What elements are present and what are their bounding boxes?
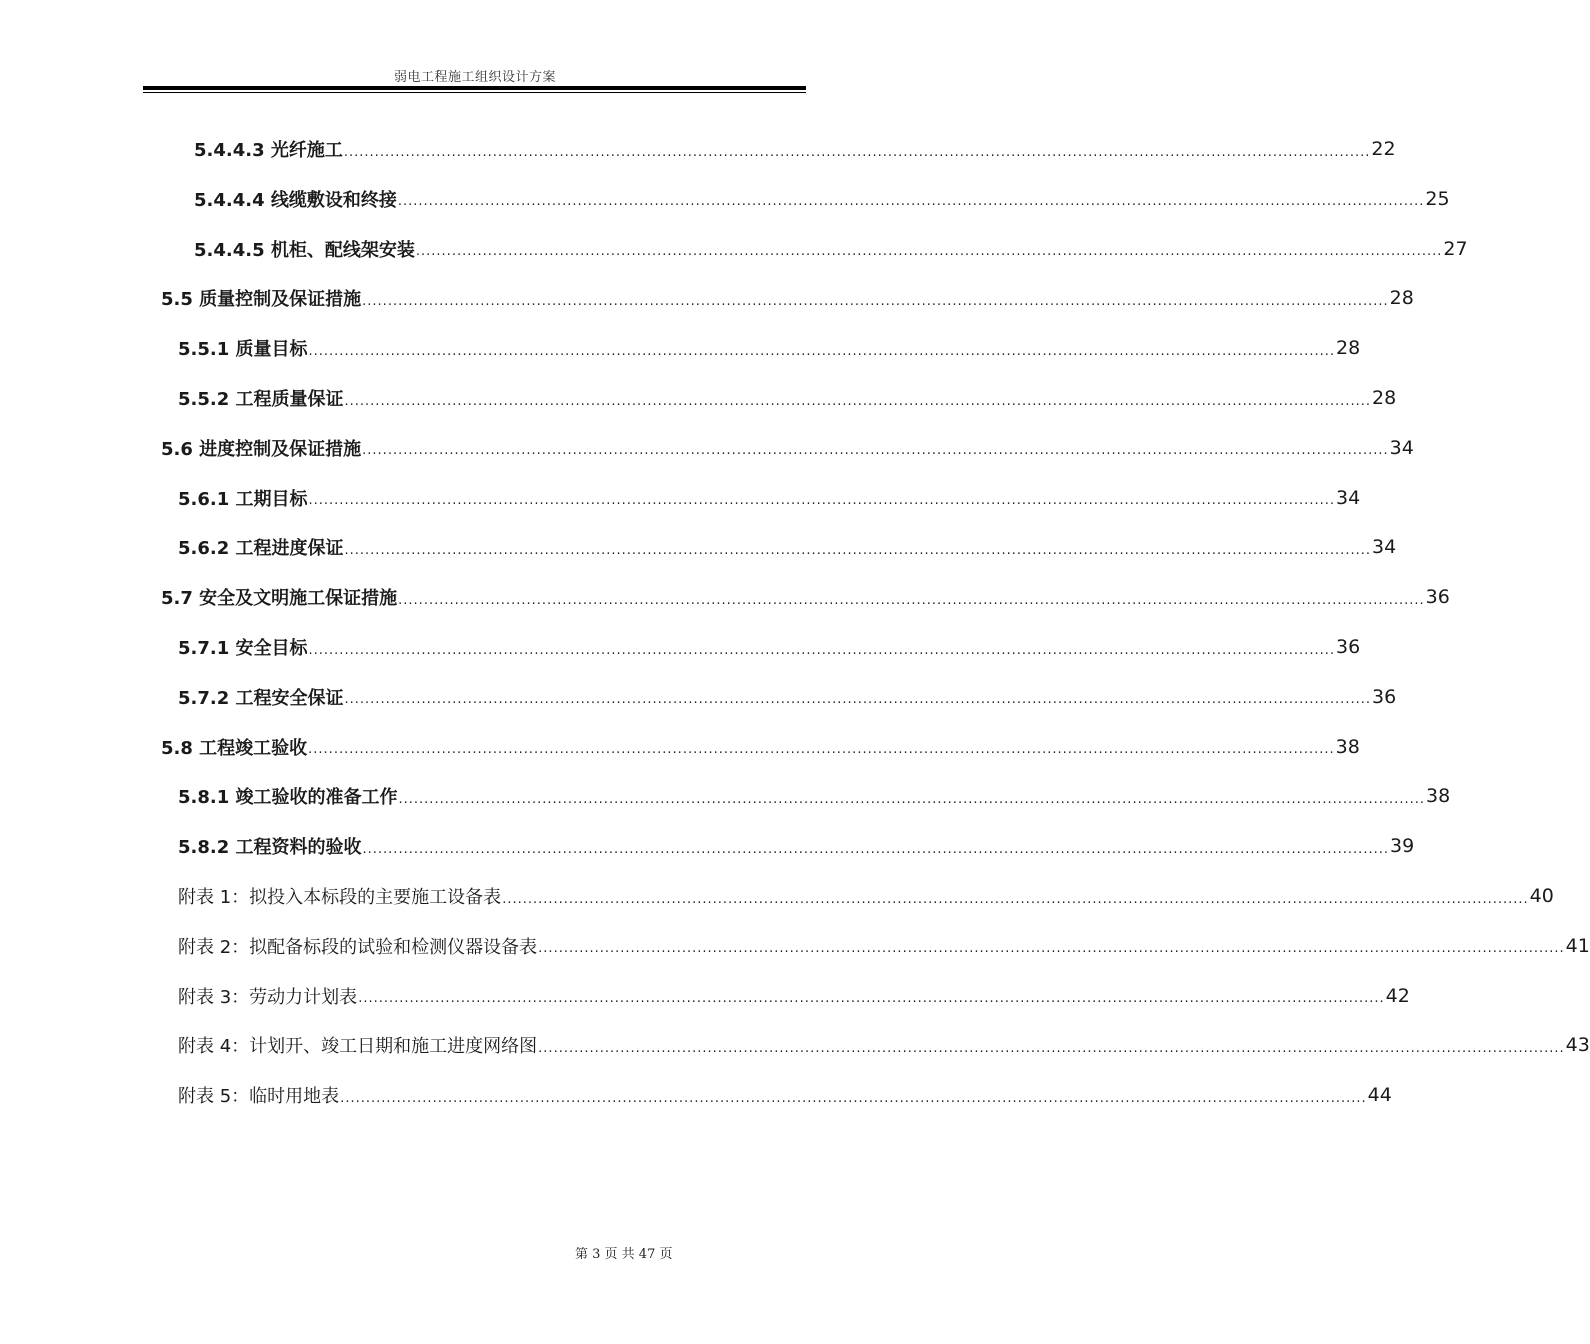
toc-entry-page: 39 [1389, 835, 1415, 858]
toc-entry-page: 28 [1335, 337, 1361, 360]
toc-dot-leader: ........................................................................................................................................................................................................ [362, 841, 1389, 857]
toc-entry-page: 34 [1335, 486, 1361, 509]
toc-dot-leader: ........................................................................................................................................................................................................ [398, 791, 1425, 807]
toc-entry-page: 38 [1425, 785, 1451, 808]
header-rule-thick [143, 86, 806, 90]
page-number: 第 3 页 共 47 页 [575, 1247, 673, 1262]
toc-entry[interactable] [194, 174, 1450, 224]
toc-entry-page: 25 [1425, 187, 1450, 210]
toc-entry-page: 34 [1389, 436, 1414, 459]
toc-entry[interactable] [178, 1070, 1392, 1120]
toc-dot-leader: ........................................................................................................................................................................................................ [502, 891, 1529, 907]
toc-entry-page: 42 [1385, 984, 1410, 1007]
toc-entry[interactable] [161, 722, 1360, 772]
toc-entry[interactable] [161, 423, 1414, 473]
toc-dot-leader: ........................................................................................................................................................................................................ [344, 542, 1371, 558]
toc-dot-leader: ........................................................................................................................................................................................................ [308, 343, 1335, 359]
toc-entry[interactable] [178, 1020, 1590, 1070]
toc-dot-leader: ........................................................................................................................................................................................................ [415, 244, 1443, 260]
toc-entry-title: 5.4.4.5 机柜、配线架安装 [194, 239, 415, 261]
toc-entry-title: 5.8.1 竣工验收的准备工作 [178, 787, 398, 809]
toc-dot-leader: ........................................................................................................................................................................................................ [308, 493, 1335, 509]
toc-entry[interactable] [178, 622, 1361, 672]
toc-entry-title: 附表 1：拟投入本标段的主要施工设备表 [178, 887, 502, 908]
toc-entry[interactable] [178, 971, 1410, 1021]
toc-entry-page: 28 [1371, 387, 1397, 409]
document-title: 弱电工程施工组织设计方案 [393, 70, 556, 85]
toc-entry-page: 44 [1367, 1084, 1392, 1107]
toc-entry-title: 5.5 质量控制及保证措施 [161, 289, 362, 311]
toc-entry[interactable] [178, 672, 1397, 722]
toc-entry-title: 5.7.1 安全目标 [178, 638, 308, 659]
toc-dot-leader: ........................................................................................................................................................................................................ [308, 742, 1335, 758]
toc-entry-title: 5.6 进度控制及保证措施 [161, 438, 362, 460]
toc-dot-leader: ........................................................................................................................................................................................................ [340, 1090, 1367, 1106]
toc-entry-title: 5.8.2 工程资料的验收 [178, 837, 362, 859]
toc-entry-page: 34 [1371, 536, 1397, 559]
toc-dot-leader: ........................................................................................................................................................................................................ [343, 144, 1371, 160]
toc-entry-title: 5.4.4.3 光纤施工 [194, 140, 343, 161]
toc-entry-title: 附表 4：计划开、竣工日期和施工进度网络图 [178, 1036, 538, 1058]
toc-entry[interactable] [194, 224, 1468, 274]
toc-entry-title: 5.5.1 质量目标 [178, 339, 308, 361]
toc-dot-leader: ........................................................................................................................................................................................................ [538, 941, 1565, 957]
toc-entry-title: 附表 5：临时用地表 [178, 1086, 340, 1108]
toc-entry[interactable] [178, 771, 1451, 821]
toc-entry-page: 40 [1529, 885, 1554, 907]
toc-entry-page: 41 [1565, 934, 1590, 957]
toc-dot-leader: ........................................................................................................................................................................................................ [362, 293, 1389, 309]
toc-entry-title: 5.7.2 工程安全保证 [178, 687, 344, 709]
toc-entry-title: 5.6.2 工程进度保证 [178, 538, 344, 560]
toc-entry-title: 附表 2：拟配备标段的试验和检测仪器设备表 [178, 936, 538, 958]
toc-entry[interactable] [161, 572, 1450, 622]
toc-entry[interactable] [178, 522, 1397, 572]
toc-entry-title: 5.7 安全及文明施工保证措施 [161, 588, 398, 610]
toc-entry-page: 43 [1565, 1034, 1590, 1057]
toc-dot-leader: ........................................................................................................................................................................................................ [344, 692, 1371, 708]
toc-entry[interactable] [178, 921, 1590, 971]
toc-entry-page: 27 [1443, 237, 1468, 260]
toc-entry-title: 5.4.4.4 线缆敷设和终接 [194, 189, 397, 211]
toc-entry-title: 5.5.2 工程质量保证 [178, 389, 344, 410]
toc-entry[interactable] [178, 871, 1554, 921]
toc-entry[interactable] [194, 124, 1396, 174]
toc-entry[interactable] [178, 473, 1361, 523]
toc-entry-page: 36 [1425, 586, 1450, 609]
toc-entry-page: 36 [1371, 685, 1397, 708]
toc-entry[interactable] [178, 373, 1397, 423]
toc-entry-page: 38 [1335, 735, 1360, 758]
toc-entry-title: 附表 3：劳动力计划表 [178, 986, 358, 1008]
toc-entry-title: 5.6.1 工期目标 [178, 488, 308, 510]
toc-dot-leader: ........................................................................................................................................................................................................ [308, 642, 1335, 658]
toc-dot-leader: ........................................................................................................................................................................................................ [398, 592, 1425, 608]
toc-entry[interactable] [178, 323, 1361, 373]
toc-entry-page: 22 [1371, 138, 1396, 160]
toc-dot-leader: ........................................................................................................................................................................................................ [362, 443, 1389, 459]
toc-dot-leader: ........................................................................................................................................................................................................ [358, 991, 1385, 1007]
toc-entry[interactable] [178, 821, 1415, 871]
toc-dot-leader: ........................................................................................................................................................................................................ [344, 393, 1371, 409]
toc-entry-title: 5.8 工程竣工验收 [161, 737, 308, 759]
toc-dot-leader: ........................................................................................................................................................................................................ [397, 194, 1425, 210]
toc-dot-leader: ........................................................................................................................................................................................................ [538, 1040, 1565, 1056]
toc-entry-page: 28 [1389, 287, 1414, 310]
header-rule-thin [143, 92, 806, 93]
toc-entry-page: 36 [1335, 636, 1361, 658]
toc-entry[interactable] [161, 273, 1414, 323]
